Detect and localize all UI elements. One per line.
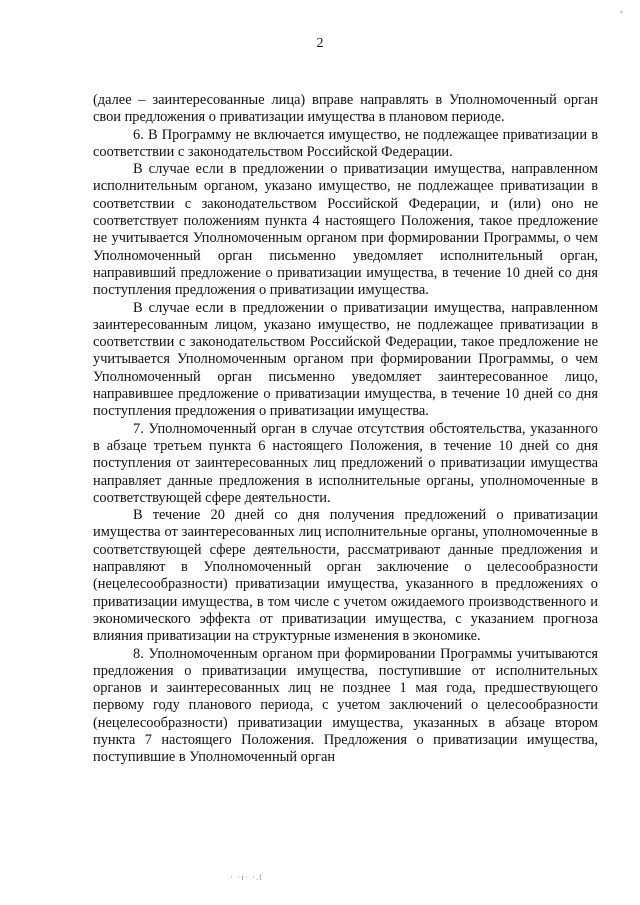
paragraph-item-6: 6. В Программу не включается имущество, не подлежащее приватизации в соответствии с законодательством Российской Федерации. <box>93 126 598 160</box>
paragraph-item-7-review: В течение 20 дней со дня получения предложений о приватизации имущества от заинтересованных лиц исполнительные органы, уполномоченные в соответствующей сфере деятельности, рассматривают данные предложения и направляют в Уполномоченный орган заключение о целесообразности (нецелесообразности) приватизации имущества, указанного в предложениях о приватизации имущества, в том числе с учетом ожидаемого производственного и экономического эффекта от приватизации имущества, с указанием прогноза влияния приватизации на структурные изменения в экономике. <box>93 507 598 645</box>
paragraph-item-7: 7. Уполномоченный орган в случае отсутствия обстоятельства, указанного в абзаце третьем пункта 6 настоящего Положения, в течение 10 дней со дня поступления от заинтересованных лиц предложений о приватизации имущества направляет данные предложения в исполнительные органы, уполномоченные в соответствующей сфере деятельности. <box>93 420 598 506</box>
scan-artifact: · ·ı· ·.t <box>230 872 263 882</box>
corner-mark: ' <box>620 10 622 21</box>
page-number: 2 <box>316 36 324 51</box>
paragraph-item-6-interested-party-proposal: В случае если в предложении о приватизации имущества, направленном заинтересованным лицом, указано имущество, не подлежащее приватизации в соответствии с законодательством Российской Федерации, такое предложение не учитывается Уполномоченным органом при формировании Программы, о чем Уполномоченный орган письменно уведомляет заинтересованное лицо, направившее предложение о приватизации имущества, в течение 10 дней со дня поступления предложения о приватизации имущества. <box>93 299 598 420</box>
document-body <box>93 92 598 767</box>
paragraph-continuation: (далее – заинтересованные лица) вправе направлять в Уполномоченный орган свои предложения о приватизации имущества в плановом периоде. <box>93 92 598 126</box>
paragraph-item-6-executive-proposal: В случае если в предложении о приватизации имущества, направленном исполнительным органом, указано имущество, не подлежащее приватизации в соответствии с законодательством Российской Федерации, и (или) оно не соответствует положениям пункта 4 настоящего Положения, такое предложение не учитывается Уполномоченным органом при формировании Программы, о чем Уполномоченный орган письменно уведомляет исполнительный орган, направивший предложение о приватизации имущества, в течение 10 дней со дня поступления предложения о приватизации имущества. <box>93 161 598 299</box>
paragraph-item-8: 8. Уполномоченным органом при формировании Программы учитываются предложения о приватизации имущества, поступившие от исполнительных органов и заинтересованных лиц не позднее 1 мая года, предшествующего первому году планового периода, с учетом заключений о целесообразности (нецелесообразности) приватизации имущества, указанных в абзаце втором пункта 7 настоящего Положения. Предложения о приватизации имущества, поступившие в Уполномоченный орган <box>93 645 598 766</box>
